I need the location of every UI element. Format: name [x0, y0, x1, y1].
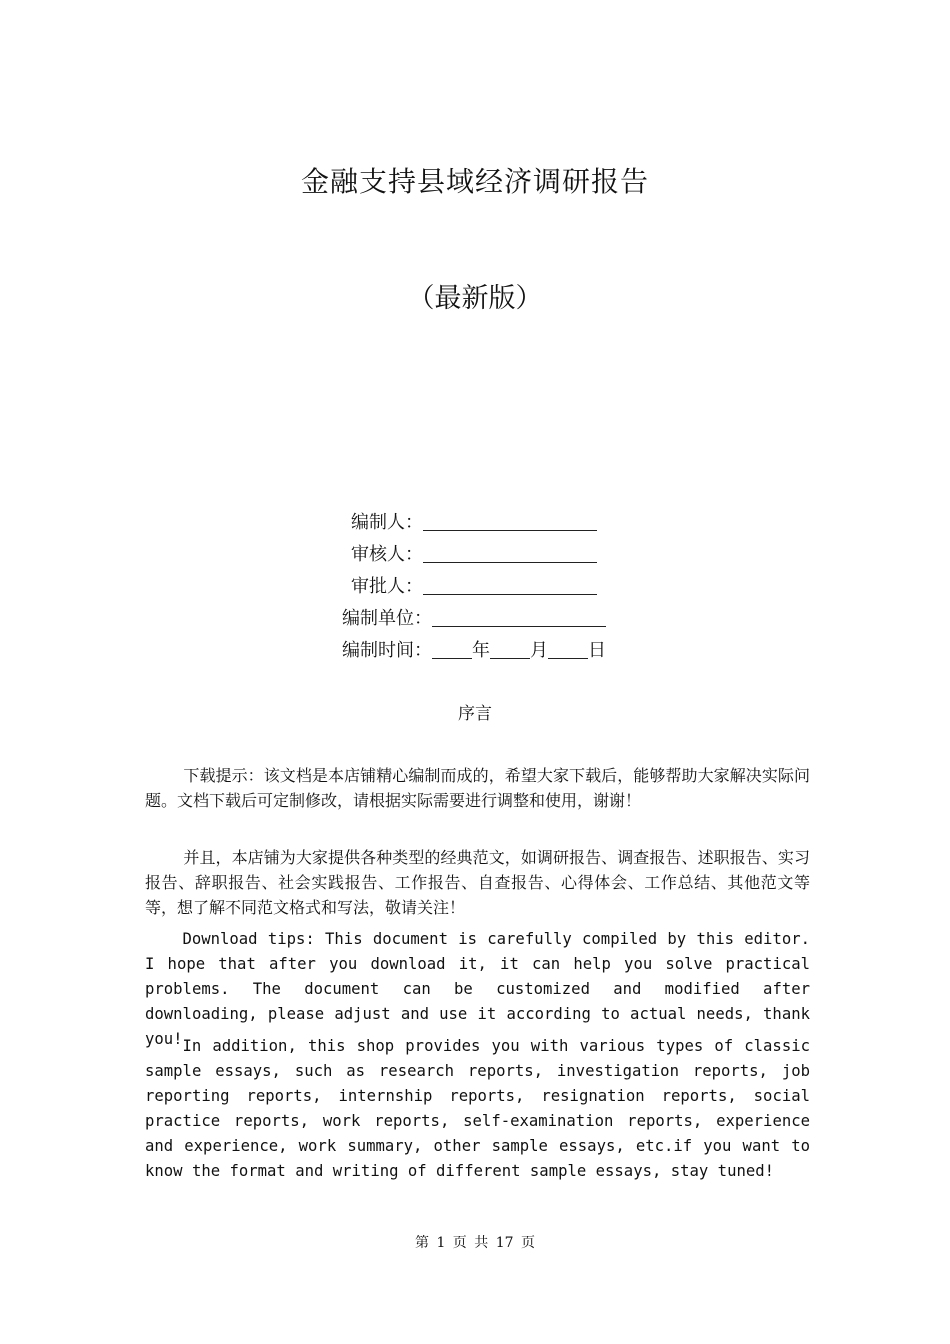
editor-blank [423, 510, 597, 531]
document-meta-fields [0, 505, 950, 665]
year-label: 年 [472, 640, 490, 661]
day-label: 日 [588, 640, 606, 661]
month-label: 月 [530, 640, 548, 661]
time-row [0, 633, 950, 665]
paragraph-cn-1: 下载提示：该文档是本店铺精心编制而成的，希望大家下载后，能够帮助大家解决实际问题。文档下载后可定制修改，请根据实际需要进行调整和使用，谢谢！ [145, 766, 810, 810]
paragraph-cn-2: 并且，本店铺为大家提供各种类型的经典范文，如调研报告、调查报告、述职报告、实习报告、辞职报告、社会实践报告、工作报告、自查报告、心得体会、工作总结、其他范文等等，想了解不同范文格式和写法，敬请关注！ [145, 848, 810, 917]
paragraph-en-2: In addition, this shop provides you with various types of classic sample essays, such as research reports, investigation reports, job reporting reports, internship reports, resignation reports, social practice reports, work reports, self-examination reports, experience and experience, work summary, other sample essays, etc.if you want to know the format and writing of different sample essays, stay tuned! [145, 1037, 810, 1180]
unit-row [0, 601, 950, 633]
document-title: 金融支持县域经济调研报告 [300, 165, 649, 198]
approver-row [0, 569, 950, 601]
paragraph-en-1: Download tips: This document is carefully compiled by this editor. I hope that after you download it, it can help you solve practical problems. The document can be customized and modified after downloading, please adjust and use it according to actual needs, thank you! [145, 930, 810, 1048]
reviewer-row [0, 537, 950, 569]
day-blank [548, 638, 588, 659]
document-subtitle: （最新版） [407, 283, 543, 314]
page-footer: 第 1 页 共 17 页 [415, 1235, 535, 1251]
unit-blank [432, 606, 606, 627]
month-blank [490, 638, 530, 659]
unit-label: 编制单位： [342, 608, 432, 629]
editor-label: 编制人： [351, 512, 423, 533]
editor-row [0, 505, 950, 537]
reviewer-label: 审核人： [351, 544, 423, 565]
preface-heading: 序言 [458, 704, 492, 724]
approver-label: 审批人： [351, 576, 423, 597]
reviewer-blank [423, 542, 597, 563]
year-blank [432, 638, 472, 659]
time-label: 编制时间： [342, 640, 432, 661]
approver-blank [423, 574, 597, 595]
